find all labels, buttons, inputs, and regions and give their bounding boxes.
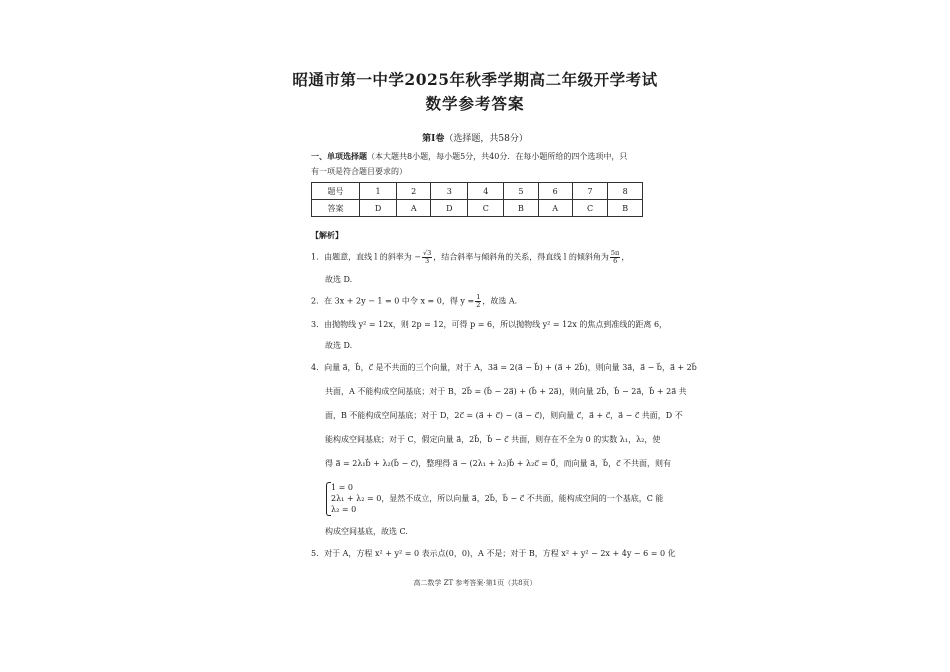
table-header-cell: 答案 <box>312 200 360 217</box>
q4-system-eq-2-text: 2λ₁ + λ₂ = 0 <box>331 494 382 503</box>
volume-label: 第Ⅰ卷 <box>422 134 445 144</box>
q4-system-eq-3: λ₂ = 0 <box>331 505 357 514</box>
q5-line-1: 5．对于 A，方程 x² + y² = 0 表示点(0，0)，A 不是；对于 B，方程 x² + y² − 2x + 4y − 6 = 0 化 <box>311 549 676 558</box>
table-cell: 4 <box>468 183 504 200</box>
q4-line-5: 得 a⃗ = 2λ₁b⃗ + λ₂(b⃗ − c⃗)，整理得 a⃗ − (2λ₁ + λ₂)b⃗ + λ₂c⃗ = 0⃗，而向量 a⃗，b⃗，c⃗ 不共面，则有 <box>325 459 672 468</box>
q4-line-4: 能构成空间基底；对于 C，假定向量 a⃗，2b⃗，b⃗ − c⃗ 共面，则存在不全为 0 的实数 λ₁，λ₂，使 <box>325 435 661 444</box>
table-cell: 1 <box>360 183 397 200</box>
table-cell: 5 <box>504 183 539 200</box>
table-cell: C <box>572 200 608 217</box>
table-cell: A <box>397 200 431 217</box>
q1-text-c: ， <box>621 252 630 262</box>
q4-line-2: 共面，A 不能构成空间基底；对于 B，2b⃗ = (b⃗ − 2a⃗) + (b⃗ + 2a⃗)，则向量 2b⃗，b⃗ − 2a⃗，b⃗ + 2a⃗ 共 <box>325 387 687 396</box>
section1-desc-1: （本大题共8小题，每小题5分，共40分．在每小题所给的四个选项中，只 <box>367 152 628 161</box>
table-cell: B <box>608 200 643 217</box>
table-cell: A <box>538 200 572 217</box>
table-cell: 8 <box>608 183 643 200</box>
table-cell: D <box>431 200 468 217</box>
section1-heading: 一、单项选择题 <box>311 151 367 161</box>
volume-heading <box>0 131 950 144</box>
analysis-label: 【解析】 <box>311 230 343 240</box>
q2-text-a: 2．在 3x + 2y − 1 = 0 中令 x = 0，得 y = <box>311 296 475 306</box>
q2-text-b: ，故选 A. <box>482 296 518 306</box>
table-cell: 3 <box>431 183 468 200</box>
q1-text-b: ，结合斜率与倾斜角的关系，得直线 l 的倾斜角为 <box>433 252 609 262</box>
fraction-numerator: 5π <box>610 249 620 257</box>
table-row-answers <box>312 200 643 217</box>
table-cell: 7 <box>572 183 608 200</box>
table-cell: B <box>504 200 539 217</box>
q1-line-2: 故选 D. <box>325 275 353 284</box>
table-cell: 2 <box>397 183 431 200</box>
table-cell: D <box>360 200 397 217</box>
fraction-denominator: 3 <box>425 257 430 265</box>
section1-desc-2: 有一项是符合题目要求的） <box>311 167 407 176</box>
page-footer: 高二数学 ZT 参考答案·第1页（共8页） <box>413 579 537 587</box>
q4-line-1: 4．向量 a⃗，b⃗，c⃗ 是不共面的三个向量，对于 A，3a⃗ = 2(a⃗ − b⃗) + (a⃗ + 2b⃗)，则向量 3a⃗，a⃗ − b⃗，a⃗ + 2b⃗ <box>311 363 697 372</box>
table-row-numbers <box>312 183 643 200</box>
q4-system-eq-1: 1 = 0 <box>331 483 353 492</box>
q3-line-2: 故选 D. <box>325 341 353 350</box>
section1-heading-line <box>311 151 627 162</box>
fraction-numerator: √3 <box>422 249 432 257</box>
q4-line-6: 构成空间基底，故选 C. <box>325 527 408 536</box>
q4-system-eq-2 <box>331 493 663 504</box>
table-cell: C <box>468 200 504 217</box>
q1-fraction-angle <box>610 250 620 265</box>
fraction-denominator: 6 <box>613 257 618 265</box>
q1-line-1 <box>311 250 629 265</box>
q4-line-3: 面，B 不能构成空间基底；对于 D，2c⃗ = (a⃗ + c⃗) − (a⃗ − c⃗)，则向量 c⃗，a⃗ + c⃗，a⃗ − c⃗ 共面，D 不 <box>325 411 683 420</box>
fraction-numerator: 1 <box>476 293 481 301</box>
q1-fraction-slope <box>422 250 432 265</box>
q3-line-1: 3．由抛物线 y² = 12x，则 2p = 12，可得 p = 6，所以抛物线 y² = 12x 的焦点到准线的距离 6， <box>311 320 668 329</box>
answer-table <box>311 182 643 217</box>
exam-subtitle: 数学参考答案 <box>425 94 525 113</box>
fraction-denominator: 2 <box>476 301 481 309</box>
q2-fraction <box>475 294 481 309</box>
exam-title: 昭通市第一中学2025年秋季学期高二年级开学考试 <box>292 70 658 89</box>
q2-line <box>311 294 517 309</box>
q4-system-tail: ，显然不成立，所以向量 a⃗，2b⃗，b⃗ − c⃗ 不共面，能构成空间的一个基底，C 能 <box>381 494 664 503</box>
table-cell: 6 <box>538 183 572 200</box>
volume-desc: （选择题，共58分） <box>444 134 528 144</box>
table-header-cell: 题号 <box>312 183 360 200</box>
q1-text-a: 1．由题意，直线 l 的斜率为 − <box>311 252 421 262</box>
